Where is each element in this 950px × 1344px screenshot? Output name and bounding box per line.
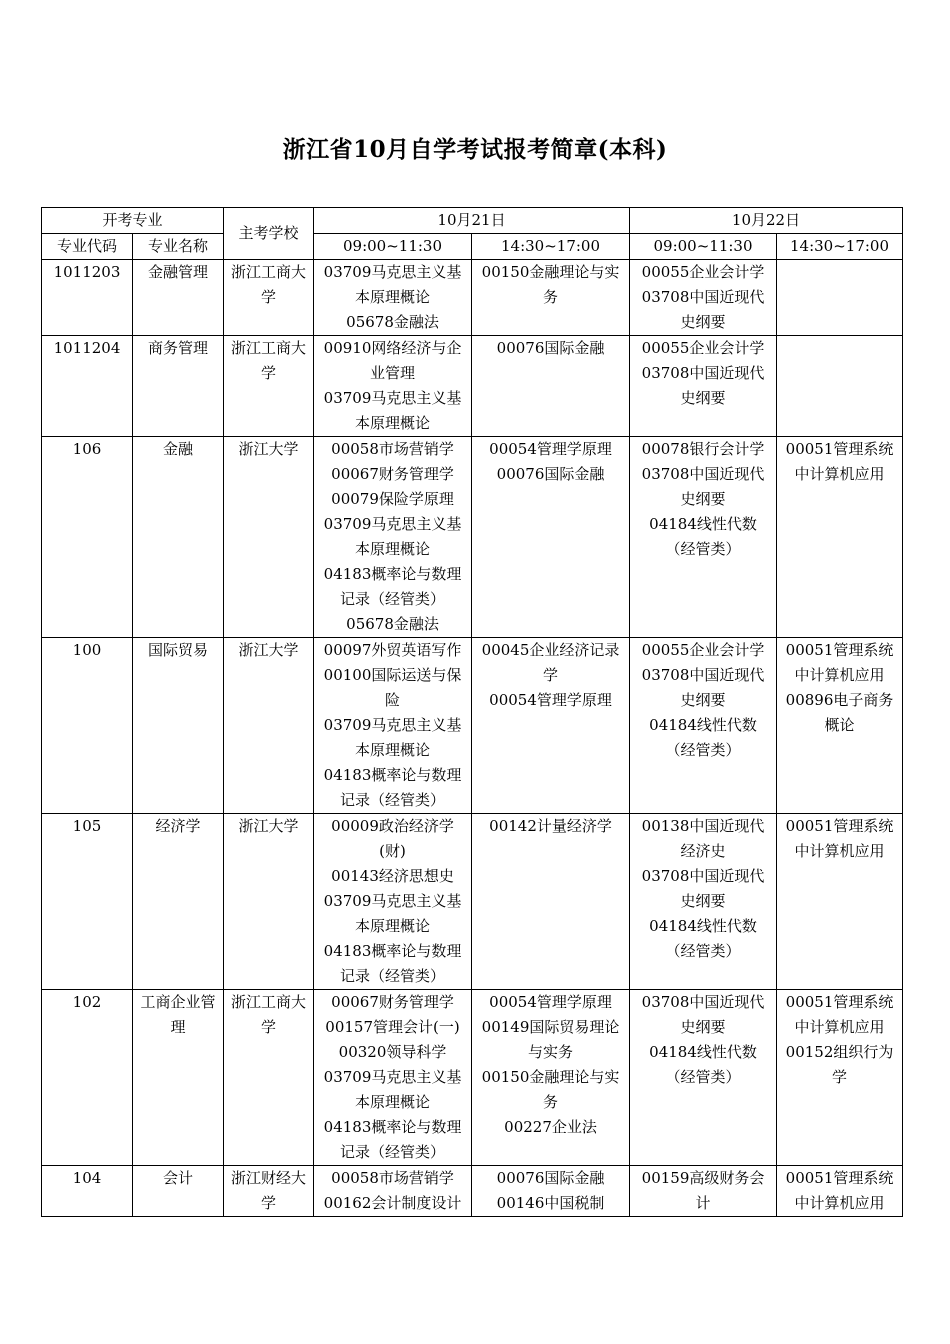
day1-am-cell (314, 814, 472, 990)
major-name-cell: 经济学 (133, 814, 224, 990)
school-cell: 浙江大学 (224, 638, 314, 814)
subject-entry: 00150金融理论与实务 (481, 1068, 620, 1111)
day2-am-cell (630, 1166, 777, 1217)
day2-pm-cell (777, 990, 903, 1166)
subject-entry: 00143经济思想史 (331, 867, 454, 885)
subject-entry: 03709马克思主义基本原理概论 (323, 1068, 462, 1111)
table-row (42, 814, 903, 990)
table-row (42, 638, 903, 814)
subject-entry: 03708中国近现代史纲要 (641, 666, 765, 709)
major-name-cell: 会计 (133, 1166, 224, 1217)
subject-entry: 00159高级财务会计 (641, 1169, 765, 1212)
subject-entry: 00067财务管理学 (331, 465, 454, 483)
day1-pm-cell (472, 260, 630, 336)
subject-entry: 00896电子商务概论 (785, 691, 894, 734)
subject-entry: 00078银行会计学 (641, 440, 765, 458)
subject-entry: 00076国际金融 (496, 465, 605, 483)
subject-entry: 00055企业会计学 (641, 339, 765, 357)
day1-pm-cell (472, 336, 630, 437)
school-cell: 浙江大学 (224, 814, 314, 990)
subject-entry: 00146中国税制 (496, 1194, 605, 1212)
major-code-cell: 106 (42, 437, 133, 638)
day1-am-cell (314, 638, 472, 814)
subject-entry: 03708中国近现代史纲要 (641, 364, 765, 407)
major-name-cell: 金融管理 (133, 260, 224, 336)
header-major-name: 专业名称 (133, 234, 224, 260)
day2-am-cell (630, 638, 777, 814)
subject-entry: 00045企业经济记录学 (481, 641, 620, 684)
day2-pm-cell (777, 260, 903, 336)
subject-entry: 03709马克思主义基本原理概论 (323, 389, 462, 432)
subject-entry: 00150金融理论与实务 (481, 263, 620, 306)
header-row-1 (42, 208, 903, 234)
page-title: 浙江省10月自学考试报考简章(本科) (282, 136, 668, 163)
subject-entry: 03709马克思主义基本原理概论 (323, 716, 462, 759)
day2-pm-cell (777, 814, 903, 990)
subject-entry: 04184线性代数（经管类） (649, 1043, 757, 1086)
subject-entry: 00152组织行为学 (785, 1043, 894, 1086)
subject-entry: 00076国际金融 (496, 1169, 605, 1187)
major-name-cell: 金融 (133, 437, 224, 638)
school-cell: 浙江工商大学 (224, 990, 314, 1166)
subject-entry: 00149国际贸易理论与实务 (481, 1018, 620, 1061)
subject-entry: 04183概率论与数理记录（经管类） (323, 942, 462, 985)
school-cell: 浙江财经大学 (224, 1166, 314, 1217)
subject-entry: 03708中国近现代史纲要 (641, 288, 765, 331)
subject-entry: 00055企业会计学 (641, 641, 765, 659)
table-row (42, 437, 903, 638)
day2-am-cell (630, 990, 777, 1166)
day2-pm-cell (777, 1166, 903, 1217)
subject-entry: 00079保险学原理 (331, 490, 454, 508)
day1-am-cell (314, 336, 472, 437)
day2-am-cell (630, 437, 777, 638)
subject-entry: 04184线性代数（经管类） (649, 515, 757, 558)
subject-entry: 00054管理学原理 (489, 440, 612, 458)
day2-pm-cell (777, 638, 903, 814)
header-school: 主考学校 (224, 208, 314, 260)
day1-am-cell (314, 1166, 472, 1217)
subject-entry: 00051管理系统中计算机应用 (785, 641, 894, 684)
subject-entry: 00054管理学原理 (489, 691, 612, 709)
subject-entry: 04183概率论与数理记录（经管类） (323, 1118, 462, 1161)
subject-entry: 00910网络经济与企业管理 (323, 339, 462, 382)
subject-entry: 00055企业会计学 (641, 263, 765, 281)
subject-entry: 00058市场营销学 (331, 440, 454, 458)
major-name-cell: 商务管理 (133, 336, 224, 437)
major-code-cell: 105 (42, 814, 133, 990)
major-code-cell: 104 (42, 1166, 133, 1217)
header-row-2 (42, 234, 903, 260)
exam-schedule-table (41, 207, 903, 1217)
subject-entry: 00054管理学原理 (489, 993, 612, 1011)
subject-entry: 04183概率论与数理记录（经管类） (323, 766, 462, 809)
subject-entry: 04184线性代数（经管类） (649, 716, 757, 759)
major-code-cell: 1011203 (42, 260, 133, 336)
major-name-cell: 工商企业管理 (133, 990, 224, 1166)
header-day1: 10月21日 (314, 208, 630, 234)
header-day1-pm: 14:30~17:00 (472, 234, 630, 260)
day1-pm-cell (472, 437, 630, 638)
day1-am-cell (314, 990, 472, 1166)
header-major-group: 开考专业 (42, 208, 224, 234)
subject-entry: 03709马克思主义基本原理概论 (323, 515, 462, 558)
header-day2-am: 09:00~11:30 (630, 234, 777, 260)
day2-am-cell (630, 336, 777, 437)
day1-pm-cell (472, 814, 630, 990)
major-code-cell: 1011204 (42, 336, 133, 437)
subject-entry: 03709马克思主义基本原理概论 (323, 892, 462, 935)
day2-pm-cell (777, 336, 903, 437)
subject-entry: 00227企业法 (504, 1118, 597, 1136)
subject-entry: 03709马克思主义基本原理概论 (323, 263, 462, 306)
subject-entry: 03708中国近现代史纲要 (641, 867, 765, 910)
header-day2: 10月22日 (630, 208, 903, 234)
subject-entry: 00051管理系统中计算机应用 (785, 993, 894, 1036)
table-row (42, 336, 903, 437)
subject-entry: 05678金融法 (346, 313, 439, 331)
subject-entry: 00138中国近现代经济史 (641, 817, 765, 860)
header-day1-am: 09:00~11:30 (314, 234, 472, 260)
school-cell: 浙江大学 (224, 437, 314, 638)
day1-pm-cell (472, 638, 630, 814)
table-row (42, 990, 903, 1166)
subject-entry: 03708中国近现代史纲要 (641, 993, 765, 1036)
table-row (42, 1166, 903, 1217)
major-code-cell: 102 (42, 990, 133, 1166)
day2-pm-cell (777, 437, 903, 638)
header-day2-pm: 14:30~17:00 (777, 234, 903, 260)
subject-entry: 00097外贸英语写作 (323, 641, 462, 659)
day1-pm-cell (472, 1166, 630, 1217)
subject-entry: 00067财务管理学 (331, 993, 454, 1011)
day1-pm-cell (472, 990, 630, 1166)
day1-am-cell (314, 437, 472, 638)
subject-entry: 03708中国近现代史纲要 (641, 465, 765, 508)
day2-am-cell (630, 260, 777, 336)
day2-am-cell (630, 814, 777, 990)
header-major-code: 专业代码 (42, 234, 133, 260)
subject-entry: 00142计量经济学 (489, 817, 612, 835)
subject-entry: 00100国际运送与保险 (323, 666, 462, 709)
subject-entry: 00058市场营销学 (331, 1169, 454, 1187)
subject-entry: 04183概率论与数理记录（经管类） (323, 565, 462, 608)
major-name-cell: 国际贸易 (133, 638, 224, 814)
subject-entry: 00320领导科学 (338, 1043, 447, 1061)
school-cell: 浙江工商大学 (224, 260, 314, 336)
subject-entry: 00051管理系统中计算机应用 (785, 440, 894, 483)
subject-entry: 00009政治经济学(财) (331, 817, 454, 860)
day1-am-cell (314, 260, 472, 336)
subject-entry: 04184线性代数（经管类） (649, 917, 757, 960)
subject-entry: 00051管理系统中计算机应用 (785, 817, 894, 860)
major-code-cell: 100 (42, 638, 133, 814)
subject-entry: 00162会计制度设计 (323, 1194, 462, 1212)
table-row (42, 260, 903, 336)
subject-entry: 00157管理会计(一) (325, 1018, 460, 1036)
subject-entry: 00051管理系统中计算机应用 (785, 1169, 894, 1212)
school-cell: 浙江工商大学 (224, 336, 314, 437)
subject-entry: 00076国际金融 (496, 339, 605, 357)
subject-entry: 05678金融法 (346, 615, 439, 633)
